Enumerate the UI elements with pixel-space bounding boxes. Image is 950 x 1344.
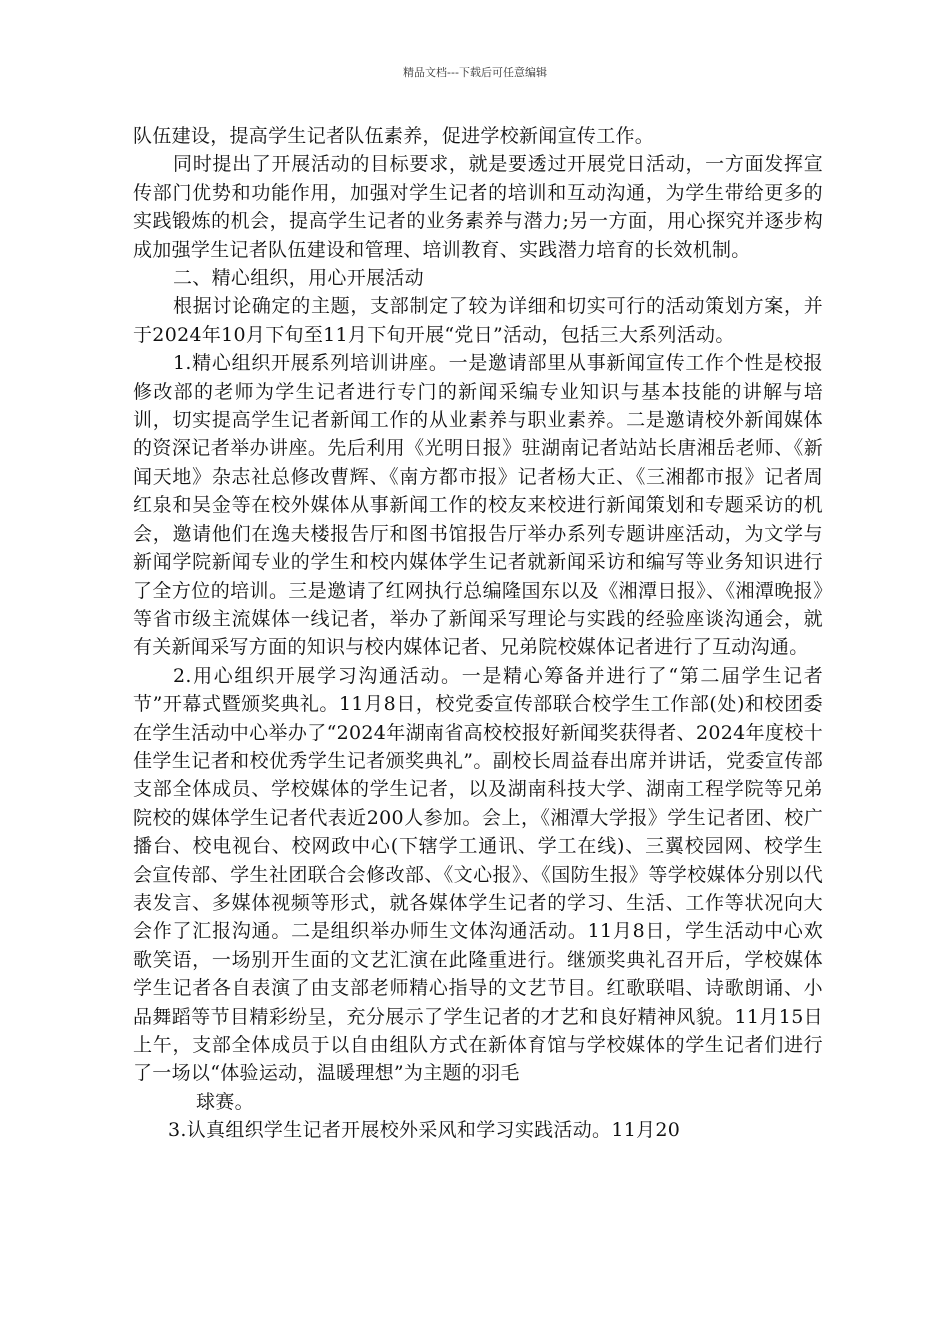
page-header: 精品文档---下载后可任意编辑: [403, 66, 547, 79]
document-body: [133, 122, 823, 1145]
paragraph: 队伍建设，提高学生记者队伍素养，促进学校新闻宣传工作。: [133, 125, 655, 147]
paragraph: 2.用心组织开展学习沟通活动。一是精心筹备并进行了“第二届学生记者节”开幕式暨颁奖典礼。11月8日，校党委宣传部联合校学生工作部(处)和校团委在学生活动中心举办了“2024年湖南省高校校报好新闻奖获得者、2024年度校十佳学生记者和校优秀学生记者颁奖典礼”。副校长周益春出席并讲话，党委宣传部支部全体成员、学校媒体的学生记者，以及湖南科技大学、湖南工程学院等兄弟院校的媒体学生记者代表近200人参加。会上，《湘潭大学报》学生记者团、校广播台、校电视台、校网政中心(下辖学工通讯、学工在线)、三翼校园网、校学生会宣传部、学生社团联合会修改部、《文心报》、《国防生报》等学校媒体分别以代表发言、多媒体视频等形式，就各媒体学生记者的学习、生活、工作等状况向大会作了汇报沟通。二是组织举办师生文体沟通活动。11月8日，学生活动中心欢歌笑语，一场别开生面的文艺汇演在此隆重进行。继颁奖典礼召开后，学校媒体学生记者各自表演了由支部老师精心指导的文艺节目。红歌联唱、诗歌朗诵、小品舞蹈等节目精彩纷呈，充分展示了学生记者的才艺和良好精神风貌。11月15日上午，支部全体成员于以自由组队方式在新体育馆与学校媒体的学生记者们进行了一场以“体验运动，温暖理想”为主题的羽毛: [133, 664, 823, 1085]
paragraph: 1.精心组织开展系列培训讲座。一是邀请部里从事新闻宣传工作个性是校报修改部的老师为学生记者进行专门的新闻采编专业知识与基本技能的讲解与培训，切实提高学生记者新闻工作的从业素养与职业素养。二是邀请校外新闻媒体的资深记者举办讲座。先后利用《光明日报》驻湖南记者站站长唐湘岳老师、《新闻天地》杂志社总修改曹辉、《南方都市报》记者杨大正、《三湘都市报》记者周红泉和吴金等在校外媒体从事新闻工作的校友来校进行新闻策划和专题采访的机会，邀请他们在逸夫楼报告厅和图书馆报告厅举办系列专题讲座活动，为文学与新闻学院新闻专业的学生和校内媒体学生记者就新闻采访和编写等业务知识进行了全方位的培训。三是邀请了红网执行总编隆国东以及《湘潭日报》、《湘潭晚报》等省市级主流媒体一线记者，举办了新闻采写理论与实践的经验座谈沟通会，就有关新闻采写方面的知识与校内媒体记者、兄弟院校媒体记者进行了互动沟通。: [133, 352, 823, 659]
paragraph: 同时提出了开展活动的目标要求，就是要透过开展党日活动，一方面发挥宣传部门优势和功能作用，加强对学生记者的培训和互动沟通，为学生带给更多的实践锻炼的机会，提高学生记者的业务素养与潜力;另一方面，用心探究并逐步构成加强学生记者队伍建设和管理、培训教育、实践潜力培育的长效机制。: [133, 153, 823, 261]
paragraph: 3.认真组织学生记者开展校外采风和学习实践活动。11月20: [168, 1119, 681, 1142]
section-heading: 二、精心组织，用心开展活动: [173, 267, 424, 290]
paragraph: 根据讨论确定的主题，支部制定了较为详细和切实可行的活动策划方案，并于2024年10月下旬至11月下旬开展“党日”活动，包括三大系列活动。: [133, 295, 823, 346]
paragraph-tail: 球赛。: [196, 1090, 254, 1113]
